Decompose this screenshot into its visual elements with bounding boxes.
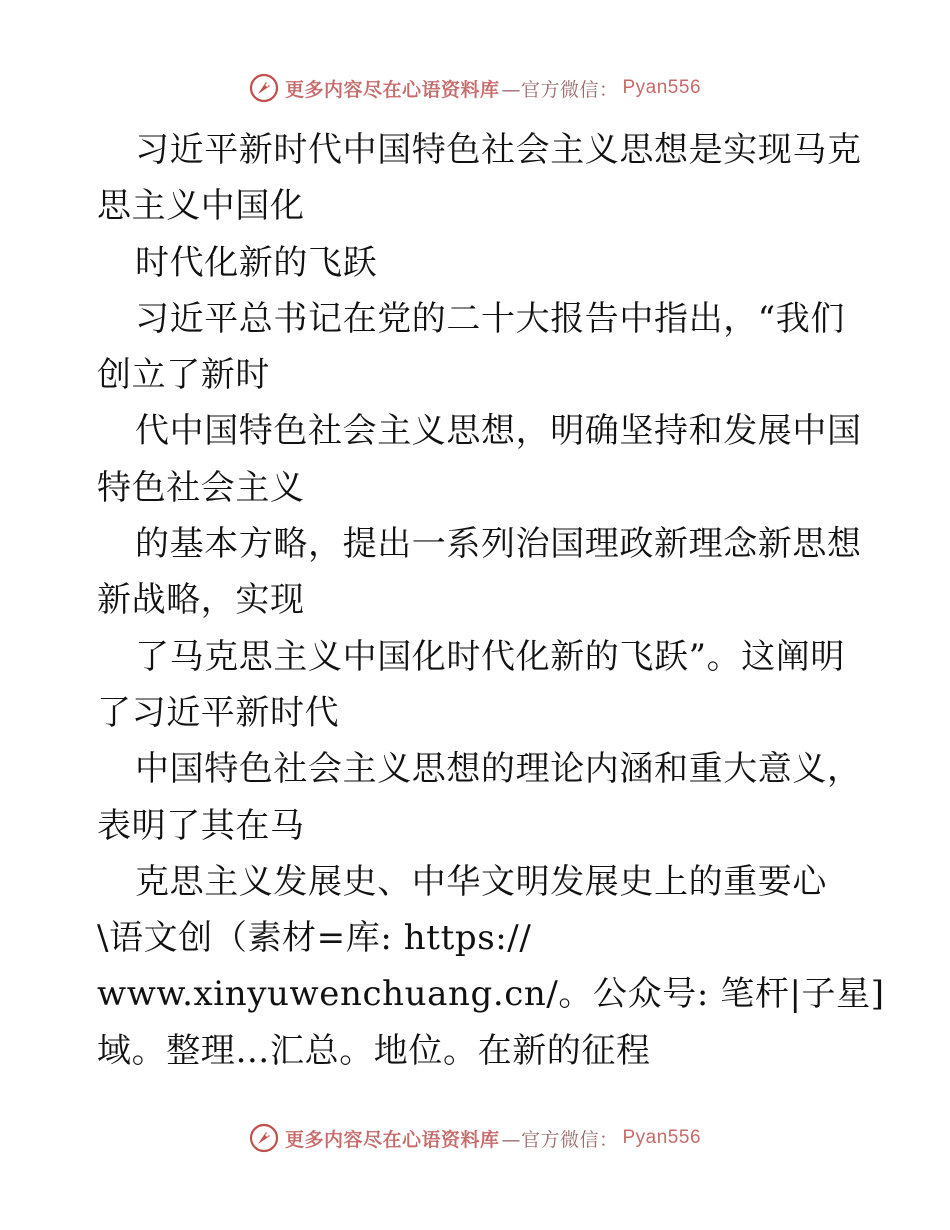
body-line: 了马克思主义中国化时代化新的飞跃”。这阐明 bbox=[135, 636, 845, 677]
body-line: www.xinyuwenchuang.cn/。公众号: 笔杆|子星] bbox=[97, 974, 885, 1015]
body-line: 新战略，实现 bbox=[97, 580, 305, 621]
footer-banner bbox=[0, 1120, 950, 1156]
body-line: 了习近平新时代 bbox=[97, 692, 340, 733]
body-line: 中国特色社会主义思想的理论内涵和重大意义， bbox=[135, 749, 862, 790]
pen-nib-logo-icon bbox=[249, 1123, 279, 1153]
body-line: 特色社会主义 bbox=[97, 467, 305, 508]
banner-wechat-id: Pyan556 bbox=[622, 1127, 702, 1148]
pen-nib-logo-icon bbox=[249, 73, 279, 103]
body-line: 习近平新时代中国特色社会主义思想是实现马克 bbox=[135, 130, 862, 170]
body-line: \语文创（素材=库: https:// bbox=[97, 918, 532, 959]
body-line: 思主义中国化 bbox=[97, 186, 305, 227]
body-line: 克思主义发展史、中华文明发展史上的重要心 bbox=[135, 861, 827, 902]
body-line: 域。整理…汇总。地位。在新的征程 bbox=[97, 1030, 651, 1071]
body-line: 习近平总书记在党的二十大报告中指出，“我们 bbox=[135, 298, 845, 339]
banner-title: 更多内容尽在心语资料库 bbox=[284, 1128, 500, 1151]
document-body bbox=[97, 122, 885, 1079]
body-line: 表明了其在马 bbox=[97, 805, 305, 846]
banner-wechat-id: Pyan556 bbox=[622, 77, 702, 98]
body-line: 时代化新的飞跃 bbox=[135, 242, 378, 283]
header-banner bbox=[0, 70, 950, 106]
banner-wechat-label: —官方微信： bbox=[501, 78, 619, 101]
body-line: 创立了新时 bbox=[97, 355, 270, 396]
body-line: 代中国特色社会主义思想，明确坚持和发展中国 bbox=[135, 411, 862, 452]
banner-wechat-label: —官方微信： bbox=[501, 1128, 619, 1151]
body-line: 的基本方略，提出一系列治国理政新理念新思想 bbox=[135, 524, 862, 565]
banner-title: 更多内容尽在心语资料库 bbox=[284, 78, 500, 101]
